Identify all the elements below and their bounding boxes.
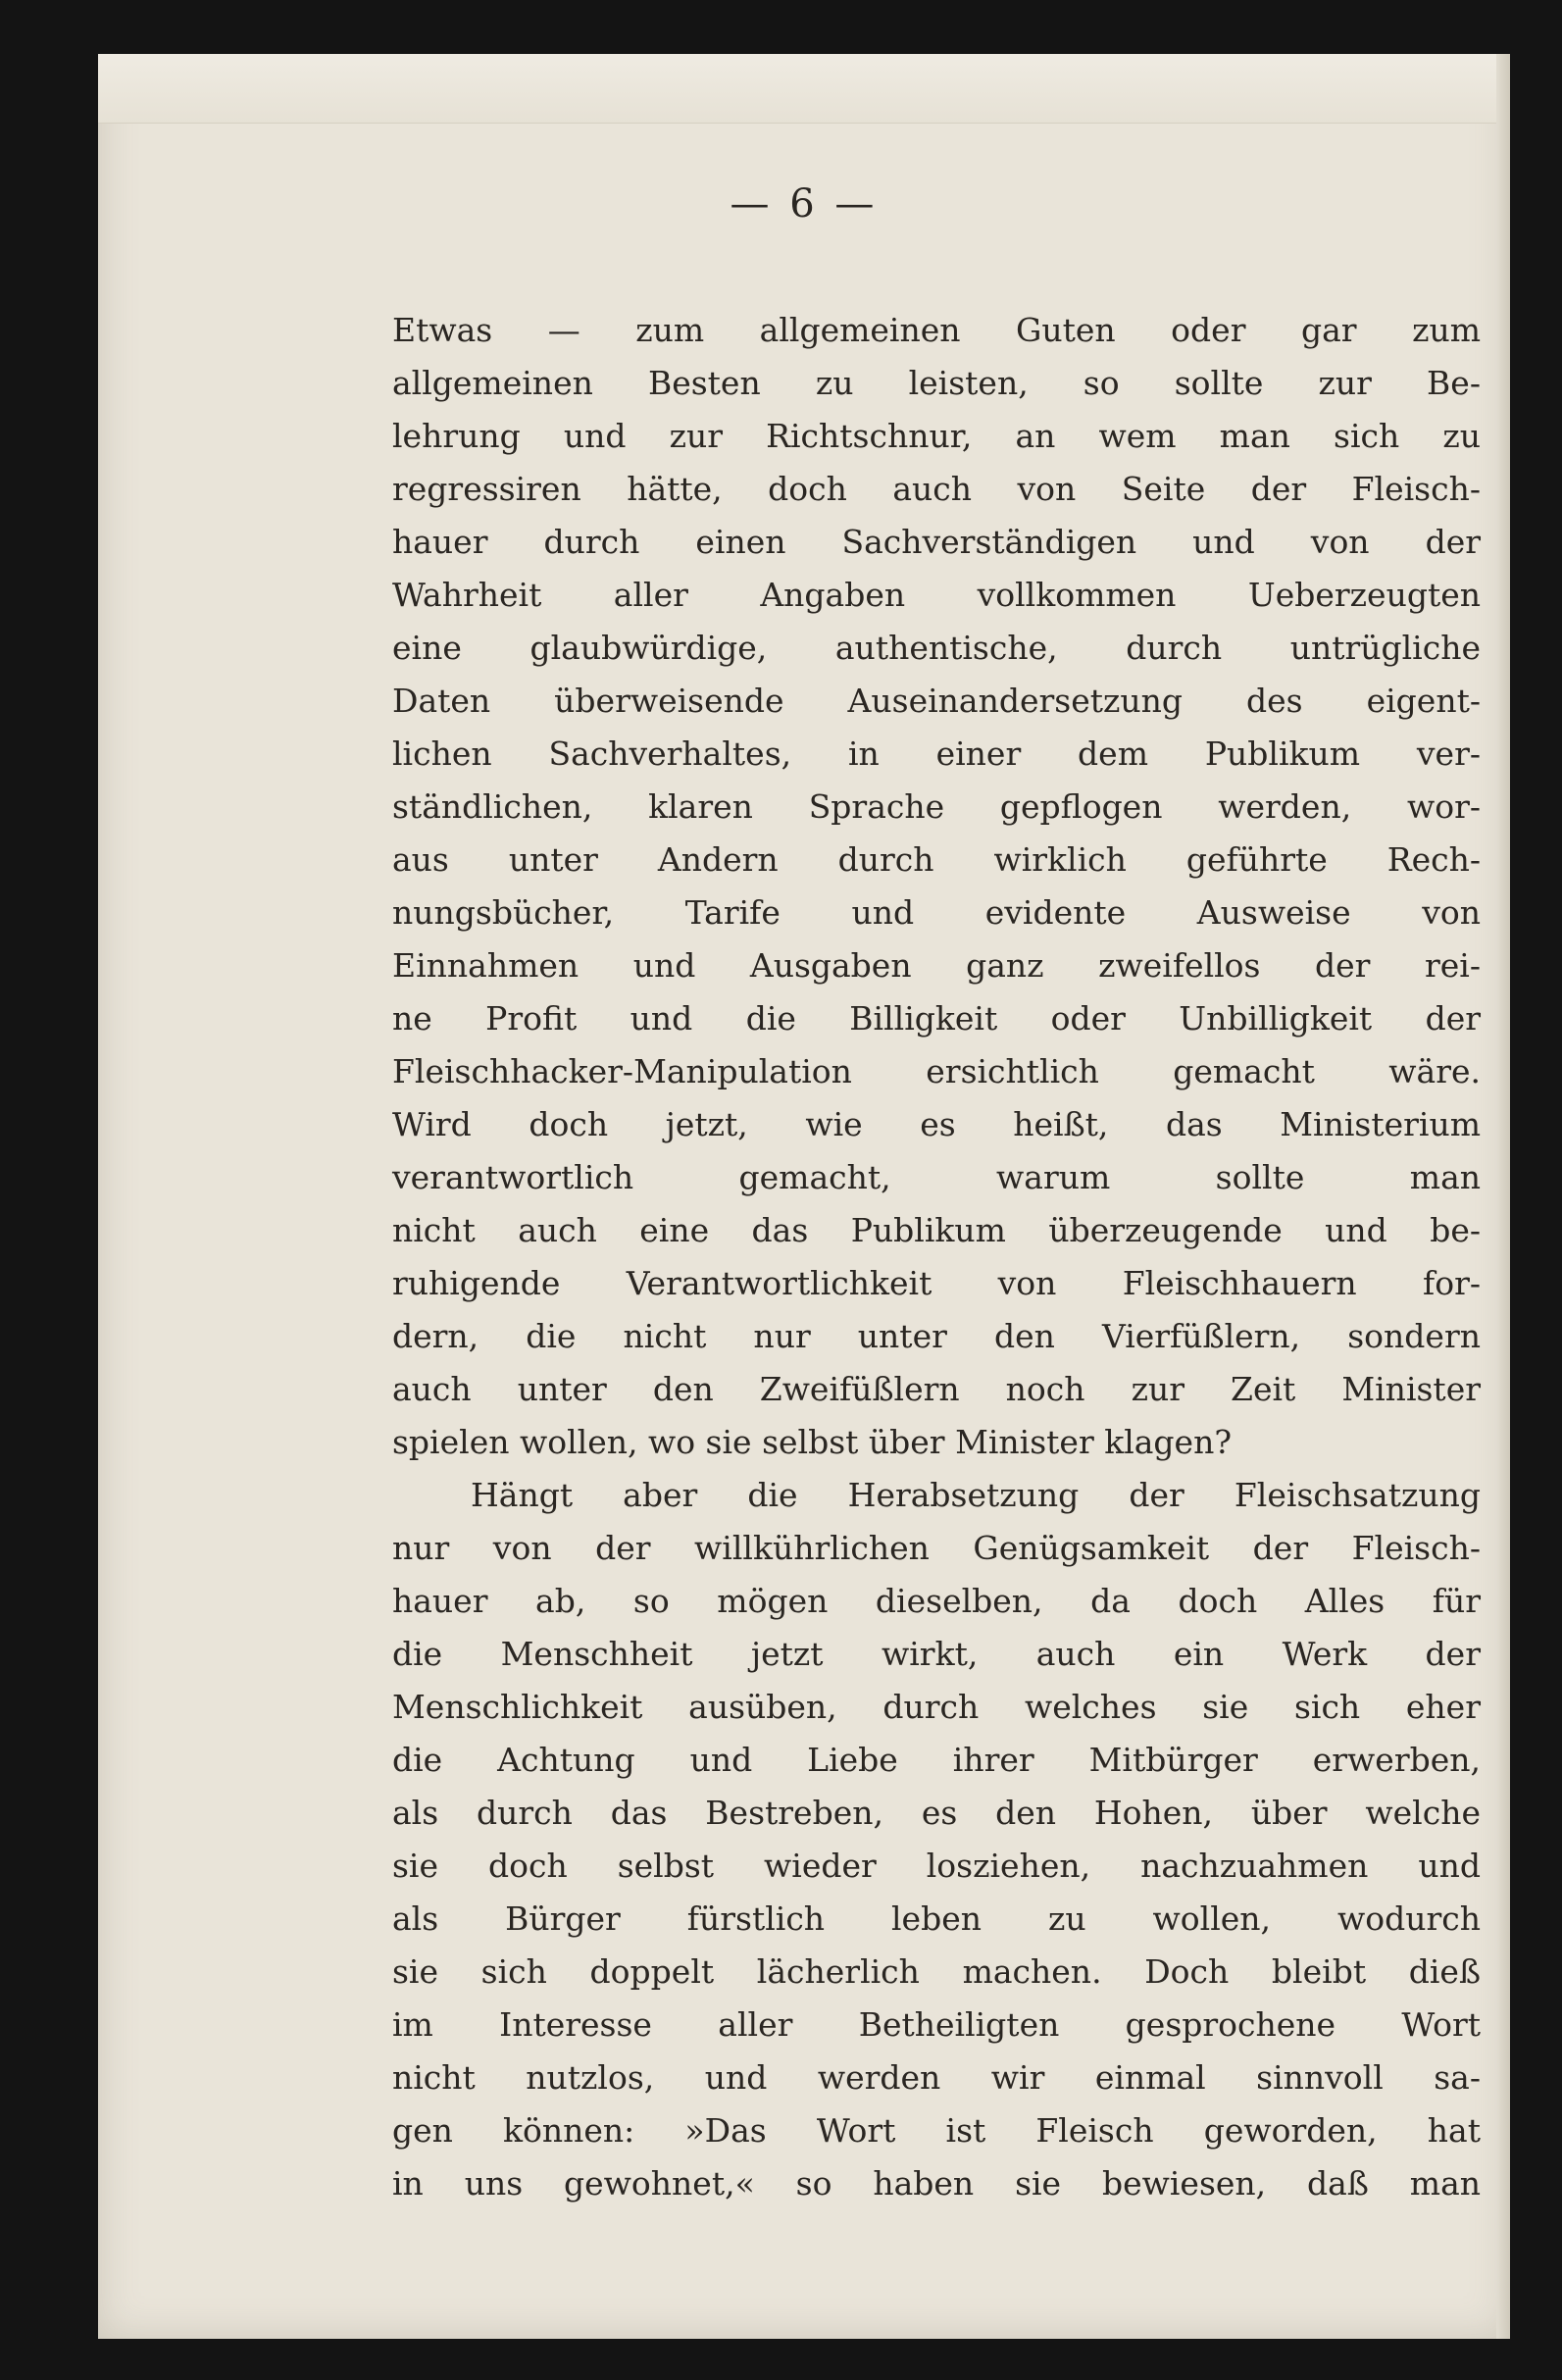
text-line: spielen wollen, wo sie selbst über Minister klagen?: [392, 1423, 1233, 1461]
text-line: lehrung und zur Richtschnur, an wem man sich zu: [392, 417, 1481, 455]
text-line: sie sich doppelt lächerlich machen. Doch bleibt dieß: [392, 1952, 1481, 1991]
text-line: Etwas — zum allgemeinen Guten oder gar zum: [392, 311, 1481, 349]
text-line: nicht auch eine das Publikum überzeugende und be-: [392, 1211, 1481, 1249]
text-line: in uns gewohnet,« so haben sie bewiesen, daß man: [392, 2164, 1481, 2203]
text-line: die Menschheit jetzt wirkt, auch ein Werk der: [392, 1635, 1481, 1673]
text-line: ständlichen, klaren Sprache gepflogen werden, wor-: [392, 787, 1481, 826]
text-line: Menschlichkeit ausüben, durch welches sie sich eher: [392, 1688, 1481, 1726]
text-line: Wahrheit aller Angaben vollkommen Ueberzeugten: [392, 576, 1481, 614]
text-line: Wird doch jetzt, wie es heißt, das Ministerium: [392, 1105, 1481, 1143]
text-line: Daten überweisende Auseinandersetzung des eigent-: [392, 682, 1481, 720]
text-line: die Achtung und Liebe ihrer Mitbürger erwerben,: [392, 1741, 1481, 1779]
text-line: eine glaubwürdige, authentische, durch untrügliche: [392, 629, 1481, 667]
text-line: ruhigende Verantwortlichkeit von Fleischhauern for-: [392, 1264, 1481, 1302]
text-line: verantwortlich gemacht, warum sollte man: [392, 1158, 1481, 1196]
text-line: ne Profit und die Billigkeit oder Unbilligkeit der: [392, 999, 1481, 1038]
text-line: nungsbücher, Tarife und evidente Ausweise von: [392, 893, 1481, 932]
text-line: als durch das Bestreben, es den Hohen, über welche: [392, 1794, 1481, 1832]
text-line: sie doch selbst wieder losziehen, nachzuahmen und: [392, 1847, 1481, 1885]
text-line: aus unter Andern durch wirklich geführte Rech-: [392, 840, 1481, 879]
page-top-fold: [98, 54, 1510, 124]
text-line: lichen Sachverhaltes, in einer dem Publikum ver-: [392, 734, 1481, 773]
text-line: nur von der willkührlichen Genügsamkeit der Fleisch-: [392, 1529, 1481, 1567]
body-text: [392, 304, 1481, 2210]
text-line: regressiren hätte, doch auch von Seite der Fleisch-: [392, 470, 1481, 508]
text-line: gen können: »Das Wort ist Fleisch geworden, hat: [392, 2111, 1481, 2150]
text-line: dern, die nicht nur unter den Vierfüßlern, sondern: [392, 1317, 1481, 1355]
text-line: hauer ab, so mögen dieselben, da doch Alles für: [392, 1582, 1481, 1620]
text-line: im Interesse aller Betheiligten gesprochene Wort: [392, 2005, 1481, 2044]
text-line: Hängt aber die Herabsetzung der Fleischsatzung: [471, 1476, 1481, 1514]
text-line: allgemeinen Besten zu leisten, so sollte zur Be-: [392, 364, 1481, 402]
text-line: Einnahmen und Ausgaben ganz zweifellos der rei-: [392, 946, 1481, 985]
text-line: auch unter den Zweifüßlern noch zur Zeit Minister: [392, 1370, 1481, 1408]
text-line: als Bürger fürstlich leben zu wollen, wodurch: [392, 1899, 1481, 1938]
book-page: [98, 54, 1510, 2339]
text-line: nicht nutzlos, und werden wir einmal sinnvoll sa-: [392, 2058, 1481, 2097]
text-line: hauer durch einen Sachverständigen und von der: [392, 523, 1481, 561]
page-number: — 6 —: [730, 181, 879, 227]
page-right-edge: [1496, 54, 1510, 2339]
text-line: Fleischhacker-Manipulation ersichtlich gemacht wäre.: [392, 1052, 1481, 1090]
